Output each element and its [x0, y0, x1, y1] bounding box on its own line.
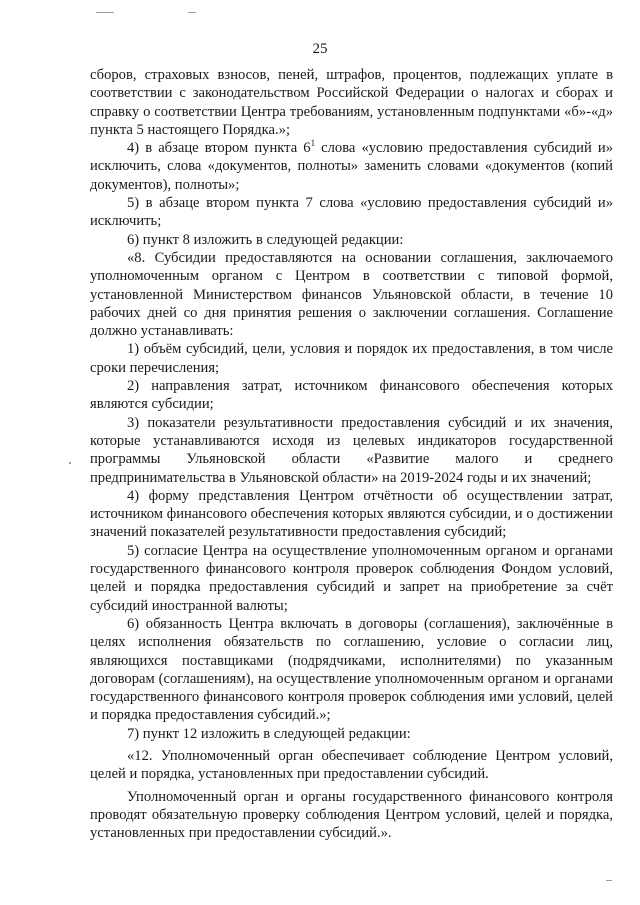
scan-speck — [606, 880, 612, 881]
scan-speck — [96, 12, 114, 13]
paragraph-clause-12-continued: Уполномоченный орган и органы государственного финансового контроля проводят обязательную проверку соблюдения Центром условий, целей и порядка, установленных при предоставлении субсидий.». — [90, 788, 613, 842]
paragraph-item-4 — [90, 139, 613, 194]
superscript-index: 1 — [310, 138, 316, 149]
paragraph-item-6: 6) пункт 8 изложить в следующей редакции: — [127, 231, 404, 248]
paragraph-continuation: сборов, страховых взносов, пеней, штрафов, процентов, подлежащих уплате в соответствии с законодательством Российской Федерации о налогах и сборах и справку о соответствии Центра требованиям, установленным подпунктами «б»-«д» пункта 5 настоящего Порядка.»; — [90, 67, 613, 138]
paragraph-item-4-text: 4) в абзаце втором пункта 6 — [127, 140, 311, 157]
paragraph-item-4-rest: слова «условию предоставления субсидий и» исключить, слова «документов, полноты» заменить словами «документов (копий документов), полноты»; — [90, 140, 613, 193]
paragraph-item-7: 7) пункт 12 изложить в следующей редакции: — [127, 725, 411, 742]
paragraph-subitem-3: 3) показатели результативности предоставления субсидий и их значения, которые устанавливаются исходя из целевых индикаторов государственной программы Ульяновской области «Развитие малого и среднего предпринимательства в Ульяновской области» на 2019-2024 годы и их значений; — [90, 414, 613, 486]
scan-speck — [188, 12, 196, 13]
paragraph-subitem-2: 2) направления затрат, источником финансового обеспечения которых являются субсидии; — [90, 378, 613, 413]
paragraph-subitem-1: 1) объём субсидий, цели, условия и порядок их предоставления, в том числе сроки перечисления; — [90, 341, 613, 376]
scan-speck — [69, 462, 71, 464]
paragraph-subitem-5: 5) согласие Центра на осуществление уполномоченным органом и органами государственного финансового контроля проверок соблюдения Фондом условий, целей и порядка предоставления субсидий и запрет на приобретение за счёт субсидий иностранной валюты; — [90, 542, 613, 614]
paragraph-clause-8: «8. Субсидии предоставляются на основании соглашения, заключаемого уполномоченным органом с Центром в соответствии с типовой формой, установленной Министерством финансов Ульяновской области, в течение 10 рабочих дней со дня принятия решения о заключении соглашения. Соглашение должно устанавливать: — [90, 249, 613, 340]
page-number: 25 — [312, 41, 328, 57]
paragraph-item-5: 5) в абзаце втором пункта 7 слова «условию предоставления субсидий и» исключить; — [90, 195, 613, 230]
paragraph-subitem-6: 6) обязанность Центра включать в договоры (соглашения), заключённые в целях исполнения обязательств по соглашению, условие о согласии лиц, являющихся поставщиками (подрядчиками, исполнителями) по указанным договорам (соглашениям), на осуществление уполномоченным органом и органами государственного финансового контроля проверок соблюдения ими условий, целей и порядка предоставления субсидий.»; — [90, 615, 613, 724]
paragraph-clause-12: «12. Уполномоченный орган обеспечивает соблюдение Центром условий, целей и порядка, установленных при предоставлении субсидий. — [90, 747, 613, 783]
document-body — [90, 66, 613, 842]
paragraph-subitem-4: 4) форму представления Центром отчётности об осуществлении затрат, источником финансового обеспечения которых являются субсидии, и о достижении значений показателей результативности предоставления субсидий; — [90, 487, 613, 541]
